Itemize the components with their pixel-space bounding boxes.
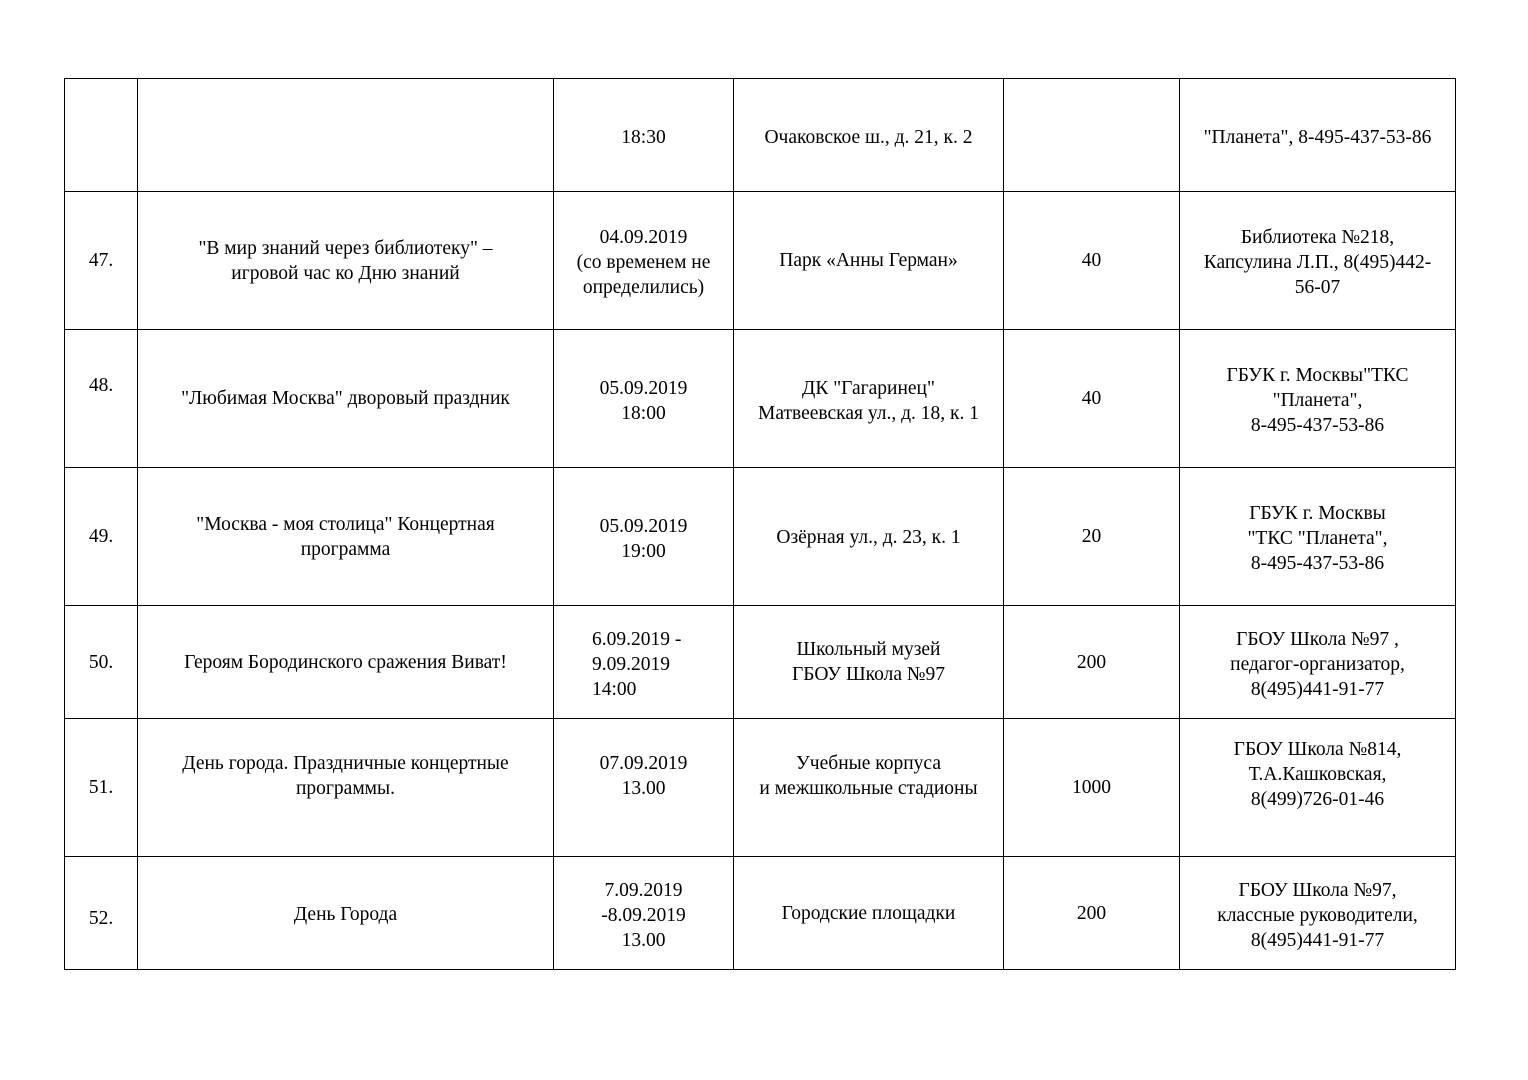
place-line: и межшкольные стадионы [759, 777, 978, 799]
org-line: ГБУК г. Москвы"ТКС [1226, 365, 1409, 386]
cell-place [734, 468, 1004, 606]
org-line: ГБОУ Школа №814, [1233, 739, 1402, 760]
cell-event [138, 606, 554, 719]
date-line: -8.09.2019 [601, 904, 686, 926]
count-value: 20 [1081, 526, 1102, 547]
cell-event [138, 192, 554, 330]
cell-place [734, 719, 1004, 857]
cell-event [138, 857, 554, 970]
event-line: программа [300, 538, 391, 560]
org-line: "Планета", [1272, 390, 1363, 411]
org-line: Т.А.Кашковская, [1248, 764, 1387, 785]
event-line: программы. [296, 777, 395, 799]
table-row [65, 192, 1456, 330]
events-table [64, 78, 1456, 970]
place-line: ДК "Гагаринец" [802, 377, 935, 399]
cell-count [1004, 857, 1180, 970]
date-line: 18:30 [621, 126, 666, 148]
org-line: педагог-организатор, [1230, 653, 1405, 675]
org-line: Капсулина Л.П., 8(495)442- [1203, 252, 1432, 273]
date-line: 6.09.2019 - [592, 628, 682, 650]
cell-num [65, 719, 138, 857]
place-line: Матвеевская ул., д. 18, к. 1 [758, 402, 979, 424]
org-line: 8-495-437-53-86 [1250, 553, 1385, 574]
cell-date [554, 857, 734, 970]
org-line: 56-07 [1294, 277, 1341, 298]
org-line: ГБОУ Школа №97 , [1236, 628, 1399, 650]
table-row [65, 606, 1456, 719]
cell-num [65, 79, 138, 192]
events-table-body [65, 79, 1456, 970]
cell-date [554, 719, 734, 857]
org-line: 8-495-437-53-86 [1250, 415, 1385, 436]
cell-place [734, 192, 1004, 330]
num-value: 48. [88, 375, 114, 396]
org-line: 8(495)441-91-77 [1250, 929, 1385, 951]
cell-count [1004, 719, 1180, 857]
cell-date [554, 192, 734, 330]
cell-num [65, 330, 138, 468]
place-line: Парк «Анны Герман» [779, 250, 958, 271]
cell-place [734, 79, 1004, 192]
date-line: 7.09.2019 [604, 879, 683, 901]
org-line: 8(499)726-01-46 [1250, 789, 1385, 810]
cell-date [554, 79, 734, 192]
cell-place [734, 857, 1004, 970]
org-line: ГБОУ Школа №97, [1238, 879, 1397, 901]
cell-org [1180, 857, 1456, 970]
org-line: Библиотека №218, [1240, 227, 1395, 248]
cell-count [1004, 192, 1180, 330]
date-line: 19:00 [621, 540, 666, 562]
place-line: Озёрная ул., д. 23, к. 1 [776, 527, 961, 548]
org-line: ГБУК г. Москвы [1249, 503, 1386, 524]
place-line: Школьный музей [796, 639, 941, 660]
count-value: 40 [1081, 250, 1102, 271]
place-line: Учебные корпуса [796, 752, 941, 774]
cell-num [65, 192, 138, 330]
date-line: (со временем не [576, 252, 711, 273]
cell-org [1180, 330, 1456, 468]
num-value: 50. [88, 651, 114, 673]
org-line: 8(495)441-91-77 [1250, 678, 1385, 700]
date-line: 05.09.2019 [599, 377, 688, 399]
cell-date [554, 330, 734, 468]
cell-date [554, 606, 734, 719]
org-line: "Планета", 8-495-437-53-86 [1203, 126, 1432, 148]
cell-org [1180, 192, 1456, 330]
cell-org [1180, 719, 1456, 857]
count-value: 1000 [1072, 777, 1111, 798]
event-line: Героям Бородинского сражения Виват! [184, 651, 507, 673]
date-line: 04.09.2019 [599, 227, 688, 248]
event-line: День города. Праздничные концертные [182, 752, 509, 774]
cell-count [1004, 468, 1180, 606]
event-line: "Любимая Москва" дворовый праздник [181, 388, 510, 409]
date-line: 18:00 [621, 402, 666, 424]
event-line: "В мир знаний через библиотеку" – [198, 237, 493, 259]
date-line: 14:00 [592, 678, 637, 700]
table-row [65, 468, 1456, 606]
place-line: Очаковское ш., д. 21, к. 2 [764, 126, 973, 148]
table-row [65, 719, 1456, 857]
date-line: 05.09.2019 [599, 515, 688, 537]
event-line: День Города [293, 903, 398, 925]
num-value: 49. [88, 526, 114, 547]
org-line: классные руководители, [1217, 904, 1418, 926]
date-line: 13.00 [621, 777, 666, 799]
cell-place [734, 330, 1004, 468]
cell-count [1004, 330, 1180, 468]
cell-event [138, 330, 554, 468]
date-line: 07.09.2019 [599, 752, 688, 774]
cell-org [1180, 468, 1456, 606]
cell-num [65, 468, 138, 606]
cell-count [1004, 79, 1180, 192]
cell-count [1004, 606, 1180, 719]
event-line: "Москва - моя столица" Концертная [196, 513, 495, 535]
cell-event [138, 719, 554, 857]
cell-event [138, 468, 554, 606]
table-row [65, 79, 1456, 192]
cell-date [554, 468, 734, 606]
date-line: 9.09.2019 [592, 653, 670, 675]
table-row [65, 330, 1456, 468]
cell-num [65, 857, 138, 970]
count-value: 200 [1076, 651, 1107, 673]
table-row [65, 857, 1456, 970]
cell-num [65, 606, 138, 719]
count-value: 200 [1076, 902, 1107, 924]
date-line: 13.00 [621, 929, 666, 951]
org-line: "ТКС "Планета", [1247, 528, 1388, 549]
num-value: 51. [88, 777, 114, 798]
cell-event [138, 79, 554, 192]
date-line: определились) [582, 277, 705, 298]
num-value: 47. [88, 250, 114, 271]
cell-place [734, 606, 1004, 719]
cell-org [1180, 606, 1456, 719]
count-value: 40 [1081, 388, 1102, 409]
event-line: игровой час ко Дню знаний [231, 262, 460, 284]
place-line: ГБОУ Школа №97 [791, 664, 946, 685]
place-line: Городские площадки [781, 902, 956, 924]
cell-org [1180, 79, 1456, 192]
num-value: 52. [88, 907, 114, 929]
